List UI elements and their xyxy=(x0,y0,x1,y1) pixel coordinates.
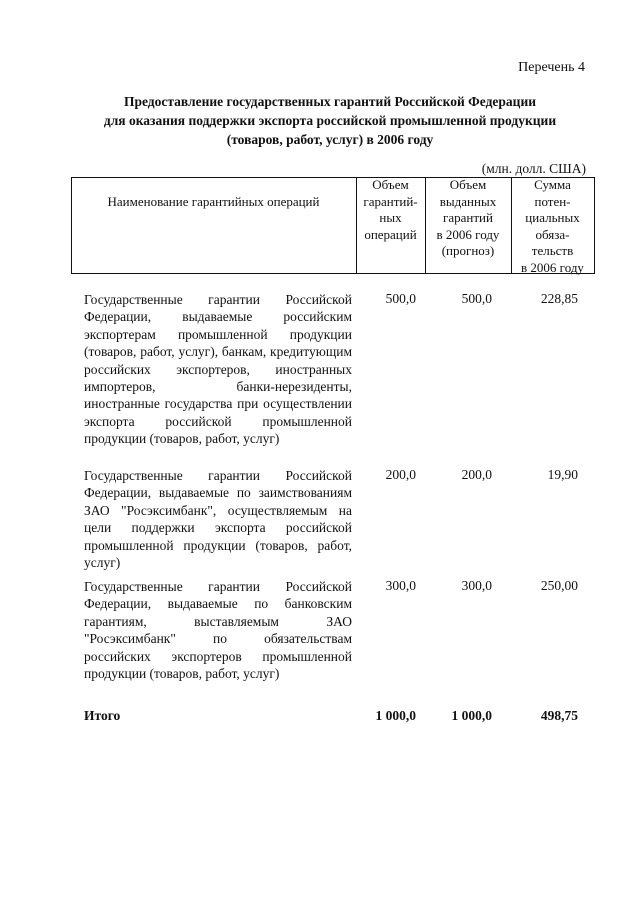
row-issued-value: 300,0 xyxy=(461,578,492,593)
row-volume-value: 200,0 xyxy=(385,467,416,482)
title-line: (товаров, работ, услуг) в 2006 году xyxy=(226,132,434,147)
table-row-name: Государственные гарантии Российской Федерации, выдаваемые российским экспортерам промышленной продукции (товаров, работ, услуг), банкам, кредитующим российских экспортеров, иностранных импортеров, банки-нерезиденты, иностранные государства при осуществлении экспорта российской промышленной продукции (товаров, работ, услуг) xyxy=(84,292,352,447)
header-text: операций xyxy=(364,226,417,242)
header-text: гарантий xyxy=(443,210,493,225)
header-text: в 2006 году xyxy=(436,226,500,242)
total-label: Итого xyxy=(84,708,121,723)
row-potential-value: 250,00 xyxy=(540,578,578,593)
title-line: для оказания поддержки экспорта российской промышленной продукции xyxy=(103,113,557,128)
row-potential-value: 19,90 xyxy=(547,467,578,482)
title-line: Предоставление государственных гарантий Российской Федерации xyxy=(123,94,536,109)
header-volume-cell xyxy=(356,177,425,274)
header-text: ных xyxy=(379,210,402,225)
total-volume-value: 1 000,0 xyxy=(375,708,416,723)
header-text: гарантий- xyxy=(363,193,418,209)
row-volume-value: 500,0 xyxy=(385,291,416,306)
header-text: циальных xyxy=(525,210,580,225)
header-name-cell xyxy=(71,177,356,274)
header-potential-cell xyxy=(511,177,594,274)
header-issued-cell xyxy=(425,177,511,274)
row-volume-value: 300,0 xyxy=(385,578,416,593)
header-text: потен- xyxy=(534,193,571,209)
total-issued-value: 1 000,0 xyxy=(451,708,492,723)
total-potential-value: 498,75 xyxy=(540,708,578,723)
table-header xyxy=(71,177,595,274)
list-number-label: Перечень 4 xyxy=(518,60,585,75)
header-name: Наименование гарантийных операций xyxy=(107,194,320,209)
header-divider xyxy=(594,177,595,274)
header-text: (прогноз) xyxy=(441,243,495,258)
header-text: в 2006 году xyxy=(521,259,584,275)
document-title xyxy=(80,92,580,149)
header-text: выданных xyxy=(439,193,497,209)
row-potential-value: 228,85 xyxy=(540,291,578,306)
units-label: (млн. долл. США) xyxy=(481,161,586,176)
row-issued-value: 500,0 xyxy=(461,291,492,306)
header-text: обяза- xyxy=(535,226,570,242)
table-row-name: Государственные гарантии Российской Федерации, выдаваемые по заимствованиям ЗАО "Росэксимбанк", осуществляемым на цели поддержки экспорта российской промышленной продукции (товаров, работ, услуг) xyxy=(84,468,352,571)
row-issued-value: 200,0 xyxy=(461,467,492,482)
header-text: тельств xyxy=(531,243,574,258)
header-text: Объем xyxy=(372,177,409,192)
header-text: Объем xyxy=(449,177,487,192)
header-text: Сумма xyxy=(534,177,571,192)
table-row-name: Государственные гарантии Российской Федерации, выдаваемые по банковским гарантиям, выставляемым ЗАО "Росэксимбанк" по обязательствам российских экспортеров промышленной продукции (товаров, работ, услуг) xyxy=(84,579,352,682)
